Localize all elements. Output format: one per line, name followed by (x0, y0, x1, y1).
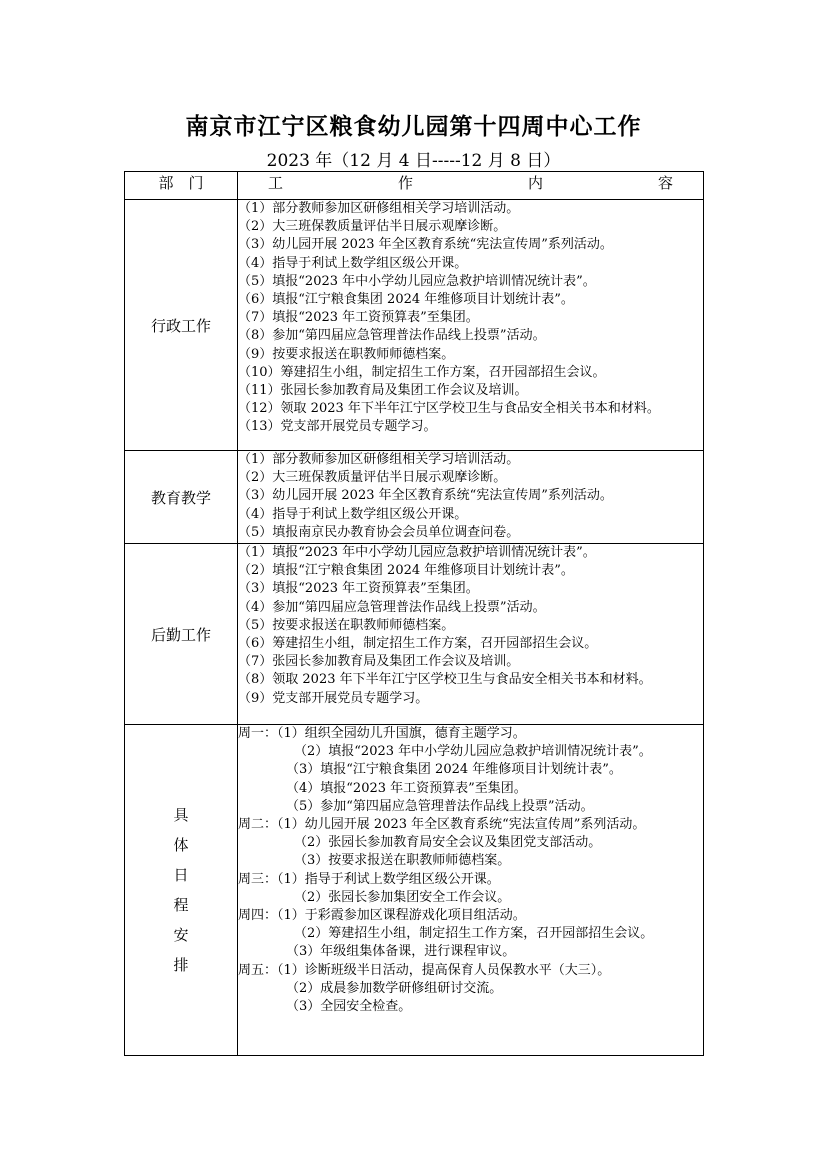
list-item: （2）张园长参加集团安全工作会议。 (294, 889, 511, 905)
list-item: （4）指导于利试上数学组区级公开课。 (238, 506, 468, 522)
list-item: （2）成晨参加数学研修组研讨交流。 (286, 980, 503, 996)
dept-char: 日 (173, 866, 189, 884)
list-item: （3）全园安全检查。 (286, 999, 412, 1015)
list-item: （11）张园长参加教育局及集团工作会议及培训。 (238, 383, 528, 399)
list-item: （5）按要求报送在职教师师德档案。 (238, 617, 455, 633)
table-header-row (125, 172, 704, 200)
list-item: （4）指导于利试上数学组区级公开课。 (238, 255, 468, 271)
table-row-logistics (125, 544, 704, 725)
header-char: 内 (527, 174, 543, 192)
dept-char: 具 (173, 806, 189, 824)
header-char: 作 (397, 174, 413, 192)
list-item: （1）填报“2023 年中小学幼儿园应急救护培训情况统计表”。 (238, 545, 596, 560)
list-item: （13）党支部开展党员专题学习。 (238, 419, 437, 435)
list-item: （2）大三班保教质量评估半日展示观摩诊断。 (238, 470, 507, 486)
dept-label-vertical (125, 725, 238, 1056)
day-label: 周五： (238, 962, 278, 978)
day-label: 周一： (238, 726, 278, 741)
list-item: （5）参加“第四届应急管理普法作品线上投票”活动。 (286, 798, 594, 814)
list-item: （9）按要求报送在职教师师德档案。 (238, 346, 455, 362)
dept-label: 后勤工作 (125, 544, 238, 725)
dept-label: 行政工作 (125, 200, 238, 451)
table-row-schedule (125, 725, 704, 1056)
schedule-item: （1）诊断班级半日活动，提高保育人员保教水平（大三）。 (277, 962, 611, 978)
schedule-item: （1）指导于利试上数学组区级公开课。 (277, 871, 500, 887)
list-item (238, 725, 703, 743)
day-label: 周三： (238, 871, 278, 887)
table-row-teaching (125, 451, 704, 544)
list-item: （1）部分教师参加区研修组相关学习培训活动。 (238, 201, 520, 216)
list-item: （3）填报“2023 年工资预算表”至集团。 (238, 581, 479, 597)
list-item: （10）筹建招生小组，制定招生工作方案，召开园部招生会议。 (238, 364, 606, 380)
header-char: 工 (267, 174, 283, 192)
header-work-content (238, 172, 704, 200)
header-dept: 部 门 (125, 172, 238, 200)
list-item: （4）参加“第四届应急管理普法作品线上投票”活动。 (238, 599, 546, 615)
list-item: （3）填报“江宁粮食集团 2024 年维修项目计划统计表”。 (286, 762, 622, 778)
list-item: （8）领取 2023 年下半年江宁区学校卫生与食品安全相关书本和材料。 (238, 672, 652, 688)
schedule-item: （1）于彩霞参加区课程游戏化项目组活动。 (277, 908, 526, 924)
work-content (238, 451, 704, 544)
dept-char: 安 (173, 926, 189, 944)
list-item (238, 816, 703, 834)
list-item: （1）部分教师参加区研修组相关学习培训活动。 (238, 452, 520, 467)
list-item: （6）筹建招生小组，制定招生工作方案，召开园部招生会议。 (238, 636, 598, 652)
list-item: （5）填报南京民办教育协会会员单位调查问卷。 (238, 524, 520, 540)
work-content (238, 200, 704, 451)
list-item: （4）填报“2023 年工资预算表”至集团。 (286, 780, 527, 796)
list-item: （2）填报“江宁粮食集团 2024 年维修项目计划统计表”。 (238, 563, 574, 579)
list-item: （2）张园长参加教育局安全会议及集团党支部活动。 (294, 835, 602, 851)
page-title: 南京市江宁区粮食幼儿园第十四周中心工作 (185, 113, 642, 140)
schedule-item: （1）组织全园幼儿升国旗，德育主题学习。 (277, 726, 526, 741)
list-item: （3）幼儿园开展 2023 年全区教育系统“宪法宣传周”系列活动。 (238, 237, 613, 253)
list-item: （3）按要求报送在职教师师德档案。 (294, 853, 511, 869)
day-label: 周四： (238, 908, 278, 924)
list-item: （8）参加“第四届应急管理普法作品线上投票”活动。 (238, 328, 546, 344)
dept-char: 排 (173, 956, 189, 974)
list-item (238, 907, 703, 925)
dept-char: 程 (173, 896, 189, 914)
list-item: （9）党支部开展党员专题学习。 (238, 690, 429, 706)
list-item: （12）领取 2023 年下半年江宁区学校卫生与食品安全相关书本和材料。 (238, 401, 660, 417)
work-content (238, 544, 704, 725)
header-char: 容 (657, 174, 673, 192)
list-item: （2）大三班保教质量评估半日展示观摩诊断。 (238, 219, 507, 235)
list-item: （7）张园长参加教育局及集团工作会议及培训。 (238, 654, 520, 670)
list-item: （3）年级组集体备课，进行课程审议。 (286, 944, 516, 960)
list-item: （2）填报“2023 年中小学幼儿园应急救护培训情况统计表”。 (294, 744, 652, 760)
list-item: （5）填报“2023 年中小学幼儿园应急救护培训情况统计表”。 (238, 273, 596, 289)
list-item (238, 871, 703, 889)
list-item: （6）填报“江宁粮食集团 2024 年维修项目计划统计表”。 (238, 292, 574, 308)
schedule-content (238, 725, 704, 1056)
schedule-item: （1）幼儿园开展 2023 年全区教育系统“宪法宣传周”系列活动。 (277, 817, 646, 833)
list-item (238, 962, 703, 980)
table-row-admin (125, 200, 704, 451)
list-item: （7）填报“2023 年工资预算表”至集团。 (238, 310, 479, 326)
day-label: 周二： (238, 817, 278, 833)
dept-label: 教育教学 (125, 451, 238, 544)
date-range: 2023 年（12 月 4 日-----12 月 8 日） (266, 151, 561, 171)
dept-char: 体 (173, 836, 189, 854)
list-item: （2）筹建招生小组，制定招生工作方案，召开园部招生会议。 (294, 926, 654, 942)
schedule-table (124, 171, 704, 1056)
list-item: （3）幼儿园开展 2023 年全区教育系统“宪法宣传周”系列活动。 (238, 488, 613, 504)
